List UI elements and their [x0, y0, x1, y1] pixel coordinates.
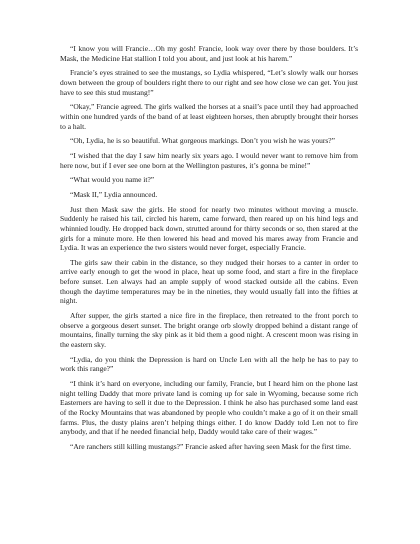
paragraph: The girls saw their cabin in the distance, so they nudged their horses to a canter in order to arrive early enough to get the wood in place, heat up some food, and start a fire in the fireplace before sunset. Len always had an ample supply of wood stacked outside all the cabins. Even though the daytime temperatures may be in the nineties, they would usually fall into the fifties at night. — [60, 257, 358, 306]
paragraph: “Are ranchers still killing mustangs?” Francie asked after having seen Mask for the first time. — [70, 441, 351, 451]
paragraph: “I think it’s hard on everyone, including our family, Francie, but I heard him on the phone last night telling Daddy that more private land is coming up for sale in Wyoming, because some rich Easterners are having to sell it due to the Depression. I think he also has purchased some land east of the Rocky Mountains that was abandoned by people who couldn’t make a go of it on their small farms. Plus, the dusty plains aren’t helping things either. I do know Daddy told Len not to fire anybody, and that if he needed financial help, Daddy would take care of their wages.” — [60, 379, 358, 437]
paragraph: “Okay,” Francie agreed. The girls walked the horses at a snail’s pace until they had approached within one hundred yards of the band of at least eighteen horses, then abruptly brought their horses to a halt. — [60, 102, 358, 131]
page-body-text — [60, 44, 358, 457]
paragraph: Francie’s eyes strained to see the mustangs, so Lydia whispered, “Let’s slowly walk our horses down between the group of boulders right there to our right and see how close we can get. You just have to see this stud mustang!” — [60, 68, 358, 97]
paragraph: “I wished that the day I saw him nearly six years ago. I would never want to remove him from here now, but if I ever see one born at the Wellington pastures, it’s gonna be mine!” — [60, 150, 358, 170]
paragraph: Just then Mask saw the girls. He stood for nearly two minutes without moving a muscle. Suddenly he raised his tail, circled his harem, came forward, then reared up on his hind legs and whinnied loudly. He dropped back down, strutted around for thirty seconds or so, then stared at the girls for a minute more. He then lowered his head and moved his mares away from Francie and Lydia. It was an experience the two sisters would never forget, especially Francie. — [60, 204, 358, 253]
paragraph: “What would you name it?” — [70, 175, 155, 185]
paragraph: “I know you will Francie…Oh my gosh! Francie, look way over there by those boulders. It’s Mask, the Medicine Hat stallion I told you about, and just look at his harem.” — [60, 44, 358, 63]
paragraph: “Oh, Lydia, he is so beautiful. What gorgeous markings. Don’t you wish he was yours?” — [70, 136, 335, 146]
paragraph: “Mask II,” Lydia announced. — [70, 189, 158, 199]
paragraph: “Lydia, do you think the Depression is hard on Uncle Len with all the help he has to pay to work this range?” — [60, 354, 358, 374]
paragraph: After supper, the girls started a nice fire in the fireplace, then retreated to the front porch to observe a gorgeous desert sunset. The bright orange orb slowly dropped behind a distant range of mountains, finally turning the sky pink as it bid them a good night. A crescent moon was rising in the eastern sky. — [60, 311, 358, 350]
